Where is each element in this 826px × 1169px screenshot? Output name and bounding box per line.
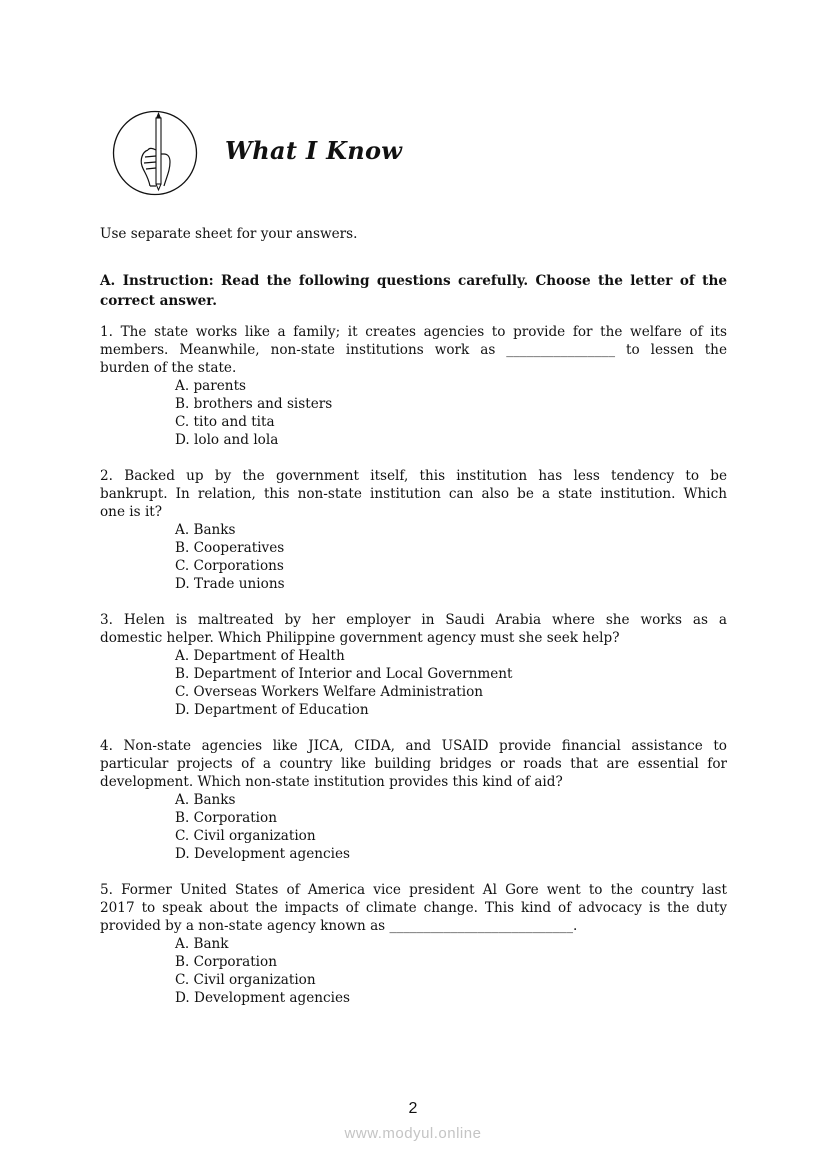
question-text-line: burden of the state. xyxy=(100,360,237,376)
answer-option: A. Department of Health xyxy=(175,648,345,664)
section-title: What I Know xyxy=(225,136,403,165)
question-text-line: 1. The state works like a family; it creates agencies to provide for the welfare of its xyxy=(100,324,727,340)
answer-option: B. Corporation xyxy=(175,954,277,970)
answer-option: D. Department of Education xyxy=(175,702,369,718)
answer-option: C. Corporations xyxy=(175,558,284,574)
question-list xyxy=(100,323,727,1025)
answer-option: D. Development agencies xyxy=(175,846,351,862)
question-text-line: 5. Former United States of America vice president Al Gore went to the country last xyxy=(100,882,727,898)
answer-option: A. Bank xyxy=(175,936,229,952)
answer-option: B. Department of Interior and Local Government xyxy=(175,666,513,682)
hand-holding-pencil-icon xyxy=(112,110,198,196)
answer-option: C. Civil organization xyxy=(175,972,316,988)
answer-option: D. Development agencies xyxy=(175,990,351,1006)
question-1 xyxy=(100,323,727,449)
question-text-line: 3. Helen is maltreated by her employer in Saudi Arabia where she works as a xyxy=(100,612,727,628)
question-text-line: provided by a non-state agency known as ___________________________. xyxy=(100,918,578,934)
answer-option: A. Banks xyxy=(175,792,236,808)
question-4 xyxy=(100,737,727,863)
question-text-line: particular projects of a country like building bridges or roads that are essential for xyxy=(100,756,727,772)
question-5 xyxy=(100,881,727,1007)
question-text-line: 2017 to speak about the impacts of climate change. This kind of advocacy is the duty xyxy=(100,900,727,916)
question-3 xyxy=(100,611,727,719)
question-2 xyxy=(100,467,727,593)
answer-option: A. parents xyxy=(175,378,247,394)
answer-option: B. Corporation xyxy=(175,810,277,826)
answer-option: B. brothers and sisters xyxy=(175,396,333,412)
answer-option: C. Overseas Workers Welfare Administration xyxy=(175,684,484,700)
question-text-line: bankrupt. In relation, this non-state institution can also be a state institution. Which xyxy=(100,486,727,502)
answer-option: D. lolo and lola xyxy=(175,432,279,448)
question-text-line: one is it? xyxy=(100,504,163,520)
question-text-line: development. Which non-state institution provides this kind of aid? xyxy=(100,774,563,790)
answer-sheet-note: Use separate sheet for your answers. xyxy=(100,226,358,242)
question-text-line: members. Meanwhile, non-state institutions work as ________________ to lessen the xyxy=(100,342,727,358)
question-text-line: 2. Backed up by the government itself, this institution has less tendency to be xyxy=(100,468,727,484)
instruction-text: A. Instruction: Read the following questions carefully. Choose the letter of the correct answer. xyxy=(100,273,727,309)
watermark: www.modyul.online xyxy=(344,1125,482,1142)
answer-option: A. Banks xyxy=(175,522,236,538)
answer-option: B. Cooperatives xyxy=(175,540,285,556)
answer-option: C. tito and tita xyxy=(175,414,275,430)
answer-option: D. Trade unions xyxy=(175,576,285,592)
answer-option: C. Civil organization xyxy=(175,828,316,844)
question-text-line: 4. Non-state agencies like JICA, CIDA, and USAID provide financial assistance to xyxy=(100,738,727,754)
question-text-line: domestic helper. Which Philippine government agency must she seek help? xyxy=(100,630,620,646)
page-number: 2 xyxy=(408,1100,418,1117)
